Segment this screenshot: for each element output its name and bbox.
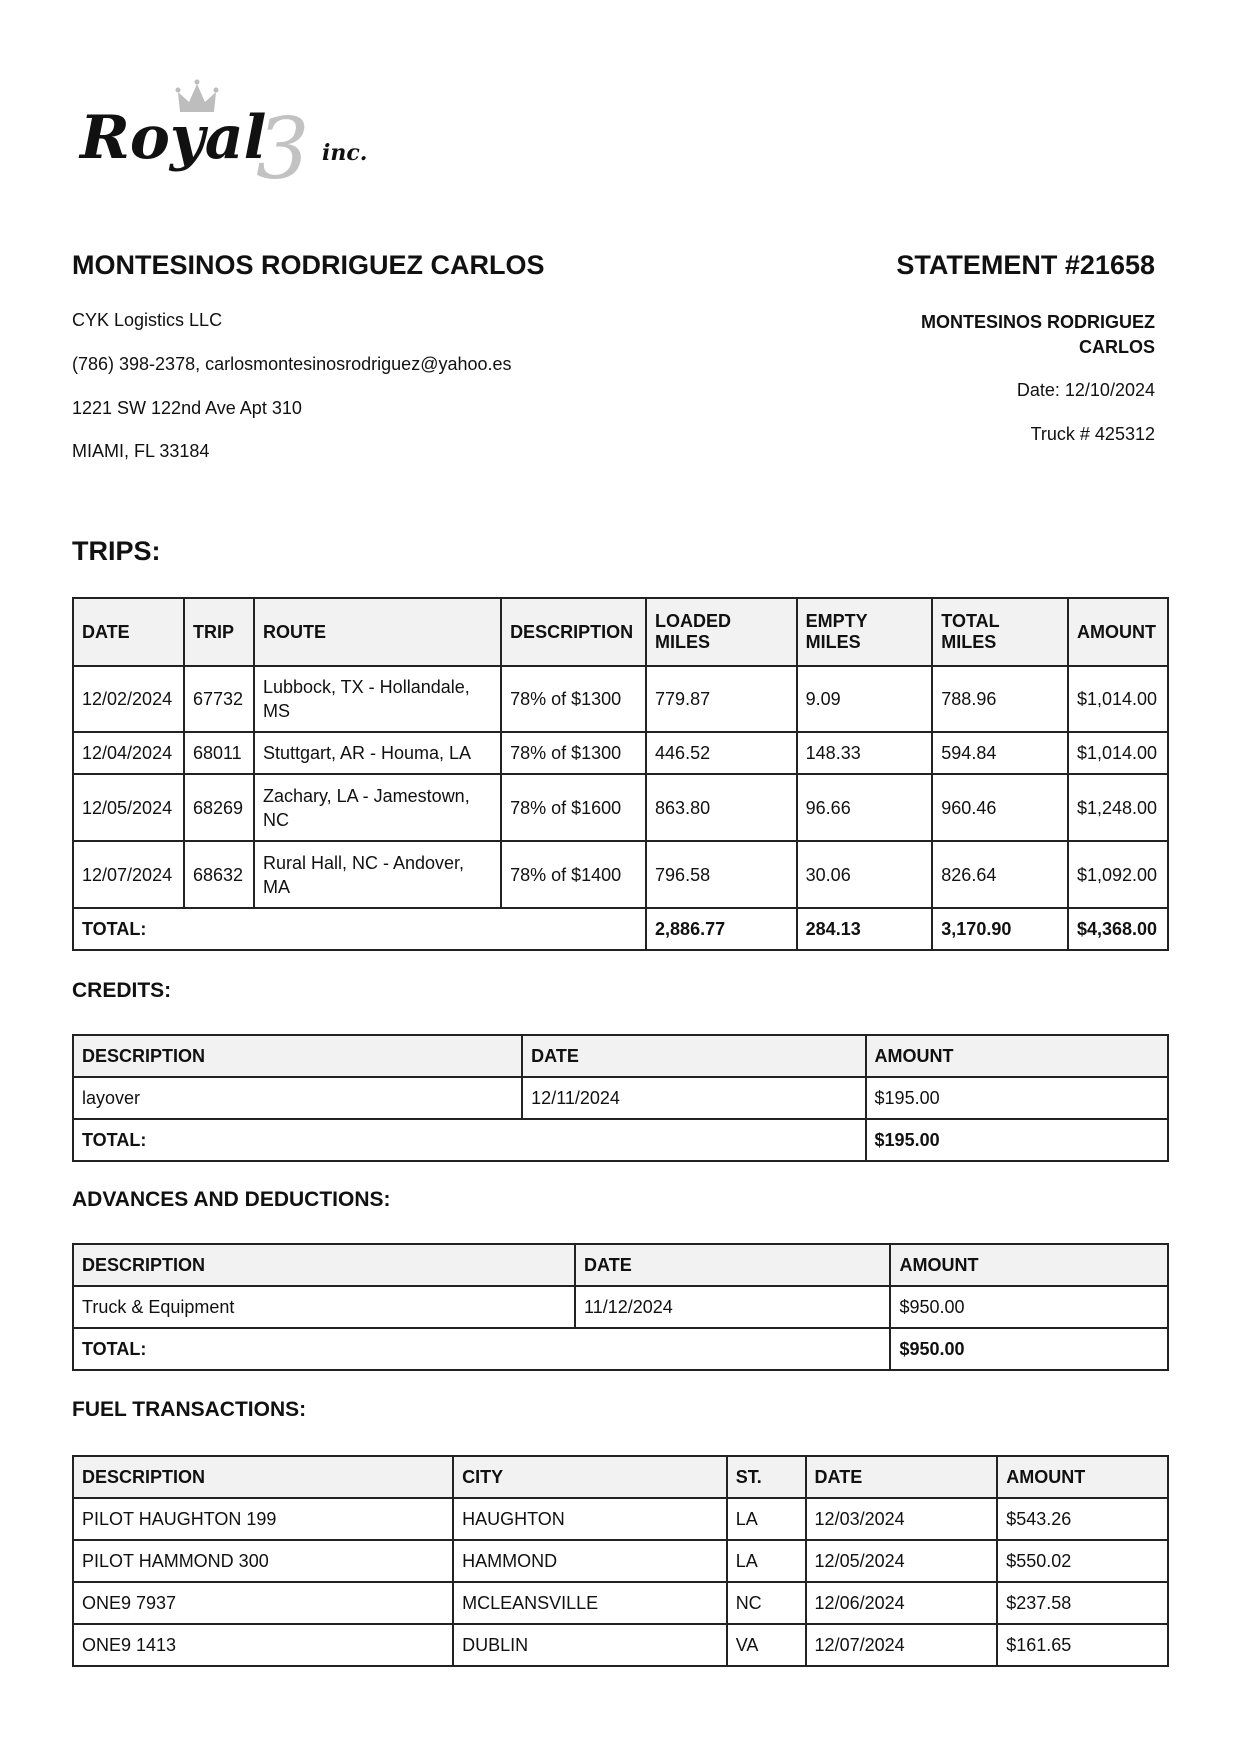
fuel-date: 12/07/2024 — [806, 1624, 998, 1666]
driver-contact: (786) 398-2378, carlosmontesinosrodriguez@yahoo.es — [72, 354, 512, 374]
credits-total-label: TOTAL: — [73, 1119, 866, 1161]
fuel-description: ONE9 7937 — [73, 1582, 453, 1624]
total-row — [73, 1119, 1168, 1161]
trip-date: 12/04/2024 — [73, 732, 184, 774]
trips-table — [72, 597, 1169, 951]
driver-name: MONTESINOS RODRIGUEZ CARLOS — [72, 250, 545, 280]
trip-total-miles: 594.84 — [932, 732, 1068, 774]
fuel-amount: $543.26 — [997, 1498, 1168, 1540]
fuel-state: NC — [727, 1582, 806, 1624]
trips-col-amount: AMOUNT — [1068, 598, 1168, 666]
fuel-date: 12/03/2024 — [806, 1498, 998, 1540]
fuel-heading: FUEL TRANSACTIONS: — [72, 1398, 307, 1421]
driver-company: CYK Logistics LLC — [72, 310, 223, 330]
fuel-table — [72, 1455, 1169, 1667]
deductions-table — [72, 1243, 1169, 1371]
total-row — [73, 1328, 1168, 1370]
trip-number: 68011 — [184, 732, 254, 774]
table-row — [73, 1286, 1168, 1328]
fuel-city: MCLEANSVILLE — [453, 1582, 727, 1624]
statement-title: STATEMENT #21658 — [896, 250, 1155, 280]
fuel-col-amount: AMOUNT — [997, 1456, 1168, 1498]
trip-empty-miles: 9.09 — [797, 666, 933, 732]
trip-total-miles: 826.64 — [932, 841, 1068, 908]
deductions-total-amount: $950.00 — [890, 1328, 1168, 1370]
trip-loaded-miles: 863.80 — [646, 774, 797, 841]
deductions-col-description: DESCRIPTION — [73, 1244, 575, 1286]
table-row — [73, 1624, 1168, 1666]
trip-empty-miles: 148.33 — [797, 732, 933, 774]
fuel-date: 12/05/2024 — [806, 1540, 998, 1582]
fuel-date: 12/06/2024 — [806, 1582, 998, 1624]
company-logo — [78, 78, 388, 188]
fuel-description: ONE9 1413 — [73, 1624, 453, 1666]
credits-col-amount: AMOUNT — [866, 1035, 1168, 1077]
trips-total-amount: $4,368.00 — [1068, 908, 1168, 950]
trips-col-description: DESCRIPTION — [501, 598, 646, 666]
trip-loaded-miles: 796.58 — [646, 841, 797, 908]
fuel-city: DUBLIN — [453, 1624, 727, 1666]
statement-date: Date: 12/10/2024 — [1016, 380, 1155, 400]
trip-number: 67732 — [184, 666, 254, 732]
fuel-description: PILOT HAMMOND 300 — [73, 1540, 453, 1582]
trip-empty-miles: 96.66 — [797, 774, 933, 841]
fuel-amount: $161.65 — [997, 1624, 1168, 1666]
trips-col-trip: TRIP — [184, 598, 254, 666]
credits-heading: CREDITS: — [72, 979, 172, 1002]
trip-date: 12/05/2024 — [73, 774, 184, 841]
trip-date: 12/02/2024 — [73, 666, 184, 732]
deduction-date: 11/12/2024 — [575, 1286, 890, 1328]
driver-address-line1: 1221 SW 122nd Ave Apt 310 — [72, 398, 302, 418]
trip-route: Rural Hall, NC - Andover, MA — [254, 841, 501, 908]
fuel-col-description: DESCRIPTION — [73, 1456, 453, 1498]
trip-amount: $1,248.00 — [1068, 774, 1168, 841]
fuel-col-state: ST. — [727, 1456, 806, 1498]
trips-col-total-miles: TOTAL MILES — [932, 598, 1068, 666]
trip-amount: $1,092.00 — [1068, 841, 1168, 908]
deduction-amount: $950.00 — [890, 1286, 1168, 1328]
fuel-description: PILOT HAUGHTON 199 — [73, 1498, 453, 1540]
trips-col-route: ROUTE — [254, 598, 501, 666]
fuel-city: HAUGHTON — [453, 1498, 727, 1540]
credits-col-description: DESCRIPTION — [73, 1035, 522, 1077]
table-row — [73, 1582, 1168, 1624]
fuel-state: VA — [727, 1624, 806, 1666]
trip-description: 78% of $1600 — [501, 774, 646, 841]
trip-loaded-miles: 446.52 — [646, 732, 797, 774]
driver-address-line2: MIAMI, FL 33184 — [72, 441, 210, 461]
trip-route: Lubbock, TX - Hollandale, MS — [254, 666, 501, 732]
trips-col-empty-miles: EMPTY MILES — [797, 598, 933, 666]
fuel-city: HAMMOND — [453, 1540, 727, 1582]
trip-description: 78% of $1400 — [501, 841, 646, 908]
trip-total-miles: 960.46 — [932, 774, 1068, 841]
trip-description: 78% of $1300 — [501, 732, 646, 774]
deductions-total-label: TOTAL: — [73, 1328, 890, 1370]
trip-description: 78% of $1300 — [501, 666, 646, 732]
deductions-col-date: DATE — [575, 1244, 890, 1286]
fuel-amount: $550.02 — [997, 1540, 1168, 1582]
trip-route: Stuttgart, AR - Houma, LA — [254, 732, 501, 774]
credit-amount: $195.00 — [866, 1077, 1168, 1119]
credits-col-date: DATE — [522, 1035, 865, 1077]
table-row — [73, 1498, 1168, 1540]
trip-loaded-miles: 779.87 — [646, 666, 797, 732]
table-row — [73, 1540, 1168, 1582]
trip-number: 68269 — [184, 774, 254, 841]
table-row — [73, 774, 1168, 841]
statement-name: MONTESINOS RODRIGUEZ CARLOS — [920, 312, 1155, 357]
fuel-state: LA — [727, 1540, 806, 1582]
logo-numeral: 3 — [256, 100, 310, 188]
trip-amount: $1,014.00 — [1068, 666, 1168, 732]
fuel-col-date: DATE — [806, 1456, 998, 1498]
trip-number: 68632 — [184, 841, 254, 908]
credits-total-amount: $195.00 — [866, 1119, 1168, 1161]
trips-heading: TRIPS: — [72, 536, 161, 566]
statement-truck: Truck # 425312 — [1030, 424, 1155, 444]
trip-amount: $1,014.00 — [1068, 732, 1168, 774]
table-row — [73, 1077, 1168, 1119]
trips-total-label: TOTAL: — [73, 908, 646, 950]
trips-total-empty: 284.13 — [797, 908, 933, 950]
trips-total-miles: 3,170.90 — [932, 908, 1068, 950]
credits-table — [72, 1034, 1169, 1162]
logo-wordmark: Royal — [80, 103, 267, 173]
fuel-amount: $237.58 — [997, 1582, 1168, 1624]
deductions-heading: ADVANCES AND DEDUCTIONS: — [72, 1188, 391, 1211]
table-row — [73, 666, 1168, 732]
deduction-description: Truck & Equipment — [73, 1286, 575, 1328]
deductions-col-amount: AMOUNT — [890, 1244, 1168, 1286]
trip-empty-miles: 30.06 — [797, 841, 933, 908]
trip-date: 12/07/2024 — [73, 841, 184, 908]
credit-date: 12/11/2024 — [522, 1077, 865, 1119]
table-row — [73, 841, 1168, 908]
fuel-state: LA — [727, 1498, 806, 1540]
trips-total-loaded: 2,886.77 — [646, 908, 797, 950]
trip-total-miles: 788.96 — [932, 666, 1068, 732]
trip-route: Zachary, LA - Jamestown, NC — [254, 774, 501, 841]
trips-col-loaded-miles: LOADED MILES — [646, 598, 797, 666]
total-row — [73, 908, 1168, 950]
table-row — [73, 732, 1168, 774]
trips-col-date: DATE — [73, 598, 184, 666]
credit-description: layover — [73, 1077, 522, 1119]
fuel-col-city: CITY — [453, 1456, 727, 1498]
logo-suffix: inc. — [322, 140, 368, 166]
